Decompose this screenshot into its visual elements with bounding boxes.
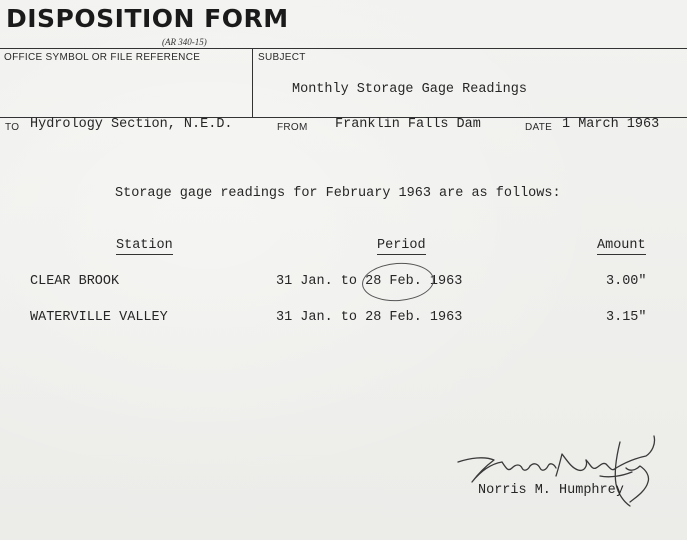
row-2-station: WATERVILLE VALLEY — [30, 310, 168, 325]
to-value: Hydrology Section, N.E.D. — [30, 117, 233, 132]
period-column-header — [377, 238, 426, 255]
period-header-text: Period — [377, 238, 426, 253]
amount-column-header — [597, 238, 646, 255]
header-column-divider — [252, 48, 253, 117]
row-2-period: 31 Jan. to 28 Feb. 1963 — [276, 310, 463, 325]
office-symbol-label: OFFICE SYMBOL OR FILE REFERENCE — [4, 52, 201, 63]
regulation-reference: (AR 340-15) — [162, 37, 207, 47]
station-column-header — [116, 238, 173, 255]
row-1-period: 31 Jan. to 28 Feb. 1963 — [276, 274, 463, 289]
date-value: 1 March 1963 — [562, 117, 660, 132]
subject-value: Monthly Storage Gage Readings — [292, 82, 527, 97]
date-label: DATE — [525, 122, 553, 133]
handwritten-circle-mark — [361, 261, 435, 304]
form-title: DISPOSITION FORM — [6, 4, 289, 33]
header-top-rule — [0, 48, 687, 49]
amount-header-text: Amount — [597, 238, 646, 253]
row-1-amount: 3.00" — [606, 274, 647, 289]
signer-typed-name: Norris M. Humphrey — [478, 483, 624, 498]
to-label: TO — [5, 122, 20, 133]
from-value: Franklin Falls Dam — [335, 117, 481, 132]
handwritten-signature — [450, 432, 675, 522]
intro-paragraph: Storage gage readings for February 1963 are as follows: — [115, 186, 561, 201]
row-2-amount: 3.15" — [606, 310, 647, 325]
from-label: FROM — [277, 122, 308, 133]
station-header-text: Station — [116, 238, 173, 253]
subject-label: SUBJECT — [258, 52, 306, 63]
row-1-station: CLEAR BROOK — [30, 274, 120, 289]
